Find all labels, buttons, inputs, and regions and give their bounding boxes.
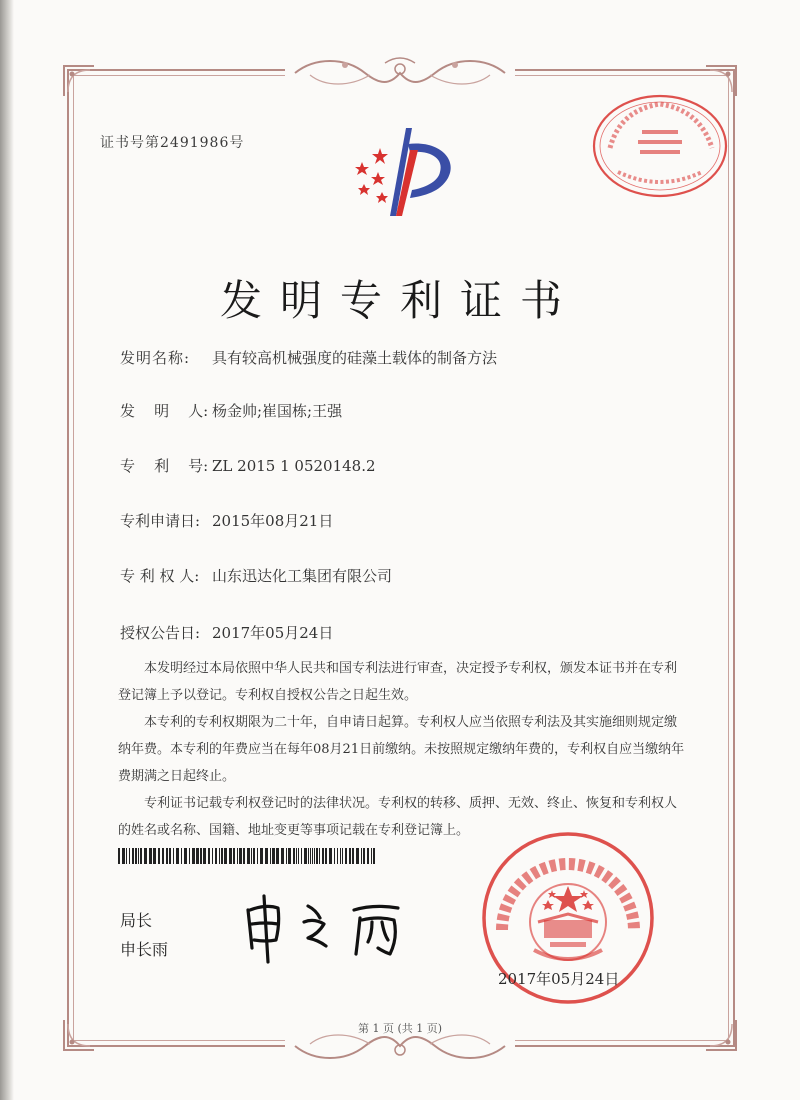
- body-paragraph-2: 本专利的专利权期限为二十年，自申请日起算。专利权人应当依照专利法及其实施细则规定缴纳年费。本专利的年费应当在每年08月21日前缴纳。未按照规定缴纳年费的，专利权自应当缴纳年费期满之日起终止。: [118, 715, 685, 784]
- certificate-body-text: [118, 655, 688, 844]
- patentee-value: 山东迅达化工集团有限公司: [212, 567, 393, 585]
- corner-ornament-top-left: [62, 64, 96, 98]
- tax-stamp-seal: [590, 92, 730, 200]
- certificate-number: 证书号第2491986号: [100, 135, 245, 151]
- grant-date-value: 2017年05月24日: [212, 624, 334, 642]
- patentee-field: [120, 565, 392, 586]
- signatory-name: 申长雨: [120, 940, 169, 959]
- body-paragraph-1: 本发明经过本局依照中华人民共和国专利法进行审查，决定授予专利权，颁发本证书并在专利登记簿上予以登记。专利权自授权公告之日起生效。: [118, 661, 678, 703]
- inventors-field: [120, 400, 342, 421]
- invention-name-field: [120, 347, 497, 368]
- patent-office-emblem-icon: [340, 120, 470, 220]
- application-date-value: 2015年08月21日: [212, 512, 334, 530]
- patent-number-field: [120, 455, 376, 476]
- invention-name-value: 具有较高机械强度的硅藻土载体的制备方法: [212, 349, 498, 367]
- handwritten-signature: [238, 888, 418, 966]
- page-indicator: 第 1 页 (共 1 页): [357, 1022, 443, 1035]
- patentee-label: 专 利 权 人:: [120, 567, 200, 585]
- grant-date-field: [120, 622, 333, 643]
- grant-date-label: 授权公告日:: [120, 624, 201, 642]
- barcode: [118, 848, 378, 864]
- patent-number-label: 专 利 号:: [120, 457, 209, 475]
- body-paragraph-3: 专利证书记载专利权登记时的法律状况。专利权的转移、质押、无效、终止、恢复和专利权人的姓名或名称、国籍、地址变更等事项记载在专利登记簿上。: [118, 796, 678, 838]
- patent-number-value: ZL 2015 1 0520148.2: [212, 457, 376, 475]
- seal-date: 2017年05月24日: [498, 970, 620, 988]
- top-scroll-ornament: [285, 55, 515, 91]
- application-date-label: 专利申请日:: [120, 512, 201, 530]
- inventors-label: 发 明 人:: [120, 402, 209, 420]
- document-title: 发明专利证书: [219, 276, 580, 326]
- invention-name-label: 发明名称:: [120, 349, 191, 367]
- scan-edge-shadow: [0, 0, 14, 1100]
- inventors-value: 杨金帅;崔国栋;王强: [212, 402, 343, 420]
- application-date-field: [120, 510, 333, 531]
- signatory-title: 局长: [120, 911, 153, 930]
